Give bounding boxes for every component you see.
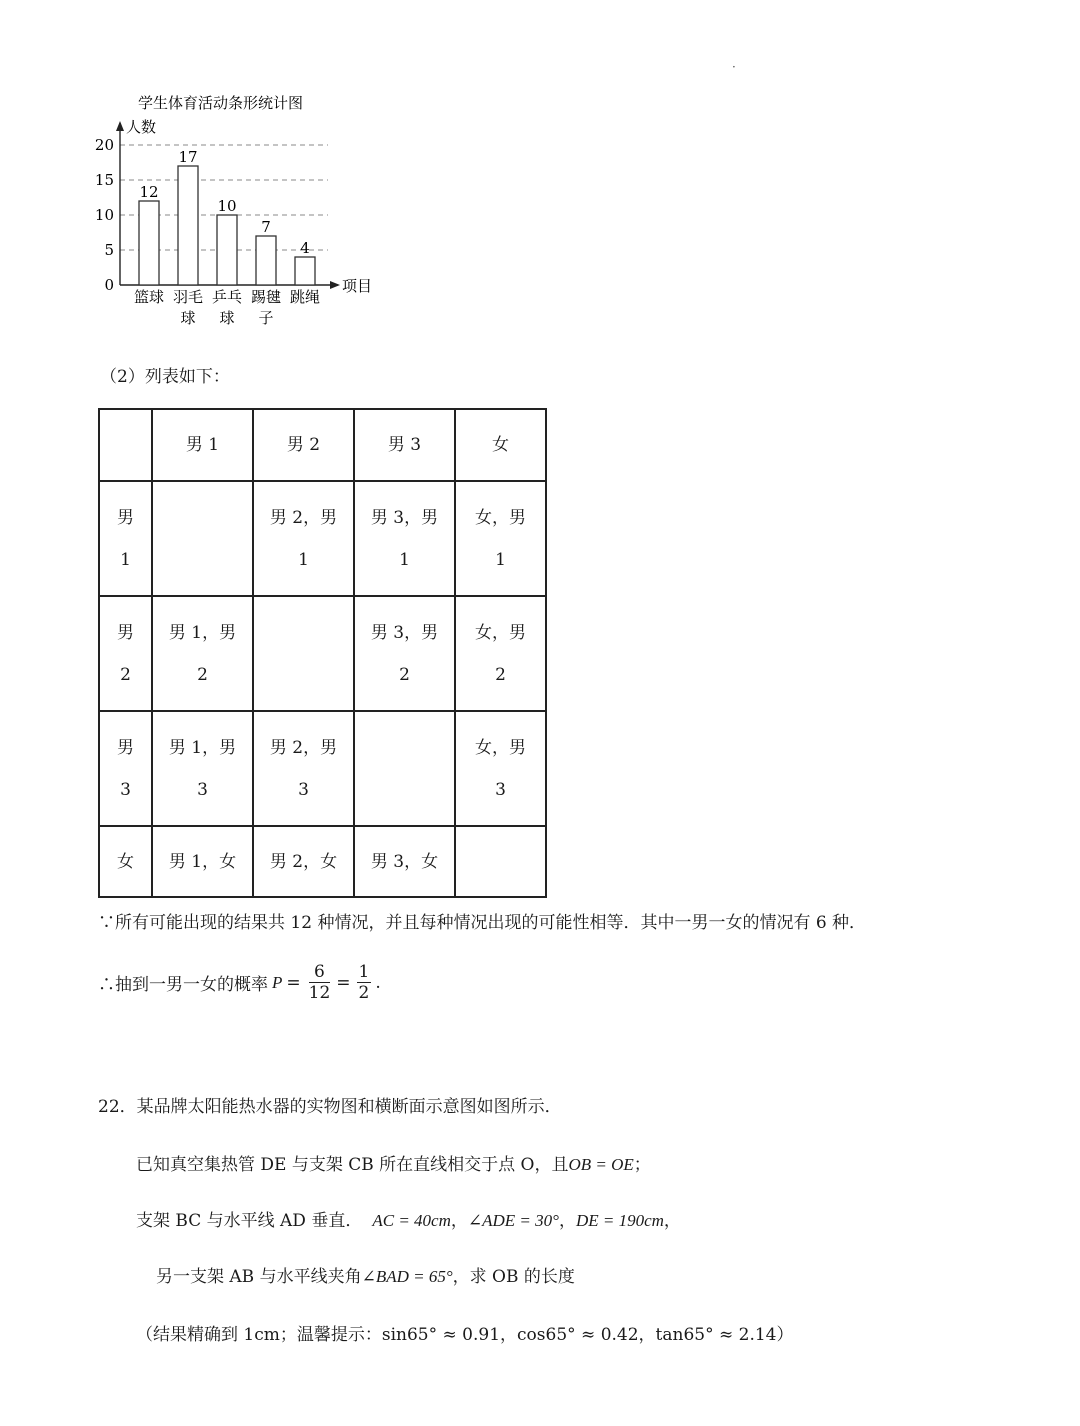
part2-heading: （2）列表如下： [100, 367, 230, 387]
table-header-row [99, 409, 546, 481]
x-tick-label: 篮球 [133, 288, 165, 306]
y-tick-label: 15 [94, 171, 114, 189]
q22-line2-text: 支架 BC 与水平线 AD 垂直． [136, 1211, 363, 1231]
cell-text: 男 [117, 622, 134, 643]
row-header-cell [99, 826, 152, 897]
fraction-denominator: 2 [358, 983, 370, 1003]
table-row [99, 596, 546, 711]
q22-sin: sin65° ≈ 0.91 [381, 1325, 501, 1345]
cell-text: 3 [120, 779, 131, 800]
x-tick-label: 乒乓 [211, 288, 243, 306]
q22-ac-length: AC = 40cm [372, 1211, 451, 1230]
cell-text: 男 3 [387, 435, 422, 455]
q22-line1 [136, 1150, 651, 1175]
bar [217, 215, 237, 285]
chart-bars [139, 166, 315, 285]
q22-line4 [136, 1320, 794, 1345]
corner-mark: · [732, 60, 736, 74]
q22-sep: ， [500, 1325, 518, 1345]
bar [256, 236, 276, 285]
data-label: 7 [261, 218, 271, 236]
table-cell [253, 826, 354, 897]
cell-text: 女 [492, 435, 509, 455]
x-tick-label: 羽毛 [172, 288, 204, 306]
y-tick-label: 20 [94, 136, 114, 154]
cell-text: 2 [197, 664, 208, 685]
fraction-6-12 [309, 962, 331, 1003]
bar-chart [90, 88, 390, 338]
chart-title: 学生体育活动条形统计图 [138, 94, 304, 112]
table-cell [152, 711, 253, 826]
equals-sign-1: = [286, 972, 301, 993]
row-header-cell [99, 481, 152, 596]
outcome-table [98, 408, 547, 898]
table-row [99, 711, 546, 826]
y-axis-arrow [116, 121, 124, 131]
table-row [99, 481, 546, 596]
q22-sep: ， [558, 1211, 576, 1231]
cell-text: 3 [298, 779, 309, 800]
fraction-numerator: 1 [358, 962, 370, 982]
cell-text: 1 [399, 549, 410, 570]
data-label: 10 [217, 197, 237, 215]
equals-sign-2: = [336, 972, 351, 993]
table-cell [253, 711, 354, 826]
q22-sep: ， [638, 1325, 656, 1345]
period: . [375, 972, 381, 993]
cell-text: 1 [298, 549, 309, 570]
q22-line2-end: ， [663, 1211, 681, 1231]
row-header-cell [99, 596, 152, 711]
cell-text: 男 [117, 737, 134, 758]
fraction-denominator: 12 [308, 983, 331, 1003]
cell-text: 2 [120, 664, 131, 685]
fraction-1-2 [357, 962, 372, 1003]
fraction-numerator: 6 [309, 962, 331, 983]
cell-text: 男 3，女 [370, 851, 439, 872]
q22-line4-text: （结果精确到 1cm；温馨提示： [136, 1325, 382, 1345]
header-cell [455, 409, 546, 481]
bar [178, 166, 198, 285]
table-cell [253, 596, 354, 711]
q22-line3 [156, 1262, 575, 1287]
q22-angle-ade: ∠ADE = 30° [467, 1211, 559, 1230]
x-tick-label: 子 [258, 309, 274, 327]
y-axis-label: 人数 [126, 118, 157, 136]
therefore-prefix: ∴抽到一男一女的概率 [98, 975, 268, 995]
y-tick-label: 5 [104, 241, 114, 259]
table-cell [152, 826, 253, 897]
cell-text: 男 1 [185, 435, 220, 455]
cell-text: 女，男 [475, 737, 526, 758]
x-tick-label: 跳绳 [289, 288, 321, 306]
q22-line2 [136, 1206, 681, 1231]
because-line: ∵所有可能出现的结果共 12 种情况，并且每种情况出现的可能性相等．其中一男一女的情况有 6 种． [98, 913, 867, 933]
table-cell [455, 711, 546, 826]
header-cell [99, 409, 152, 481]
cell-text: 1 [120, 549, 131, 570]
q22-tan: tan65° ≈ 2.14 [655, 1325, 777, 1345]
data-label: 12 [139, 183, 159, 201]
x-axis-label: 项目 [342, 277, 373, 295]
table-cell [152, 481, 253, 596]
q22-title: 22．某品牌太阳能热水器的实物图和横断面示意图如图所示． [98, 1097, 562, 1117]
cell-text: 男 2，男 [269, 737, 338, 758]
y-tick-label: 10 [94, 206, 114, 224]
table-cell [152, 596, 253, 711]
x-axis-arrow [330, 281, 340, 289]
bar [139, 201, 159, 285]
q22-line1-math: OB = OE [568, 1155, 634, 1174]
q22-line1-end: ； [633, 1155, 651, 1175]
x-tick-label: 球 [219, 309, 235, 327]
table-cell [455, 481, 546, 596]
x-tick-label: 球 [180, 309, 196, 327]
header-cell [354, 409, 455, 481]
cell-text: 男 2，女 [269, 851, 338, 872]
cell-text: 女，男 [475, 622, 526, 643]
table-cell [354, 481, 455, 596]
cell-text: 3 [197, 779, 208, 800]
q22-line3-text: 另一支架 AB 与水平线夹角 [156, 1267, 362, 1287]
bar [295, 257, 315, 285]
cell-text: 男 [117, 507, 134, 528]
cell-text: 男 3，男 [370, 507, 439, 528]
table-cell [354, 711, 455, 826]
x-tick-label: 踢毽 [250, 288, 282, 306]
row-header-cell [99, 711, 152, 826]
cell-text: 男 1，男 [168, 622, 237, 643]
table-cell [455, 596, 546, 711]
cell-text: 男 1，女 [168, 851, 237, 872]
cell-text: 2 [399, 664, 410, 685]
header-cell [253, 409, 354, 481]
cell-text: 3 [495, 779, 506, 800]
cell-text: 男 1，男 [168, 737, 237, 758]
q22-cos: cos65° ≈ 0.42 [517, 1325, 639, 1345]
therefore-line [98, 962, 381, 1003]
data-label: 17 [178, 148, 198, 166]
q22-line4-end: ） [776, 1325, 794, 1345]
table-cell [455, 826, 546, 897]
cell-text: 男 2 [286, 435, 321, 455]
cell-text: 男 3，男 [370, 622, 439, 643]
cell-text: 女，男 [475, 507, 526, 528]
cell-text: 女 [117, 851, 134, 872]
q22-sep: ， [450, 1211, 468, 1231]
cell-text: 男 2，男 [269, 507, 338, 528]
table-cell [354, 596, 455, 711]
data-label: 4 [300, 239, 310, 257]
q22-line3-end: ，求 OB 的长度 [452, 1267, 575, 1287]
table-cell [354, 826, 455, 897]
q22-angle-bad: ∠BAD = 65° [361, 1267, 453, 1286]
prob-symbol: P [272, 972, 283, 992]
table-cell [253, 481, 354, 596]
header-cell [152, 409, 253, 481]
cell-text: 1 [495, 549, 506, 570]
q22-de-length: DE = 190cm [575, 1211, 664, 1230]
q22-line1-text: 已知真空集热管 DE 与支架 CB 所在直线相交于点 O，且 [136, 1155, 569, 1175]
table-row [99, 826, 546, 897]
cell-text: 2 [495, 664, 506, 685]
y-tick-label: 0 [104, 276, 114, 294]
